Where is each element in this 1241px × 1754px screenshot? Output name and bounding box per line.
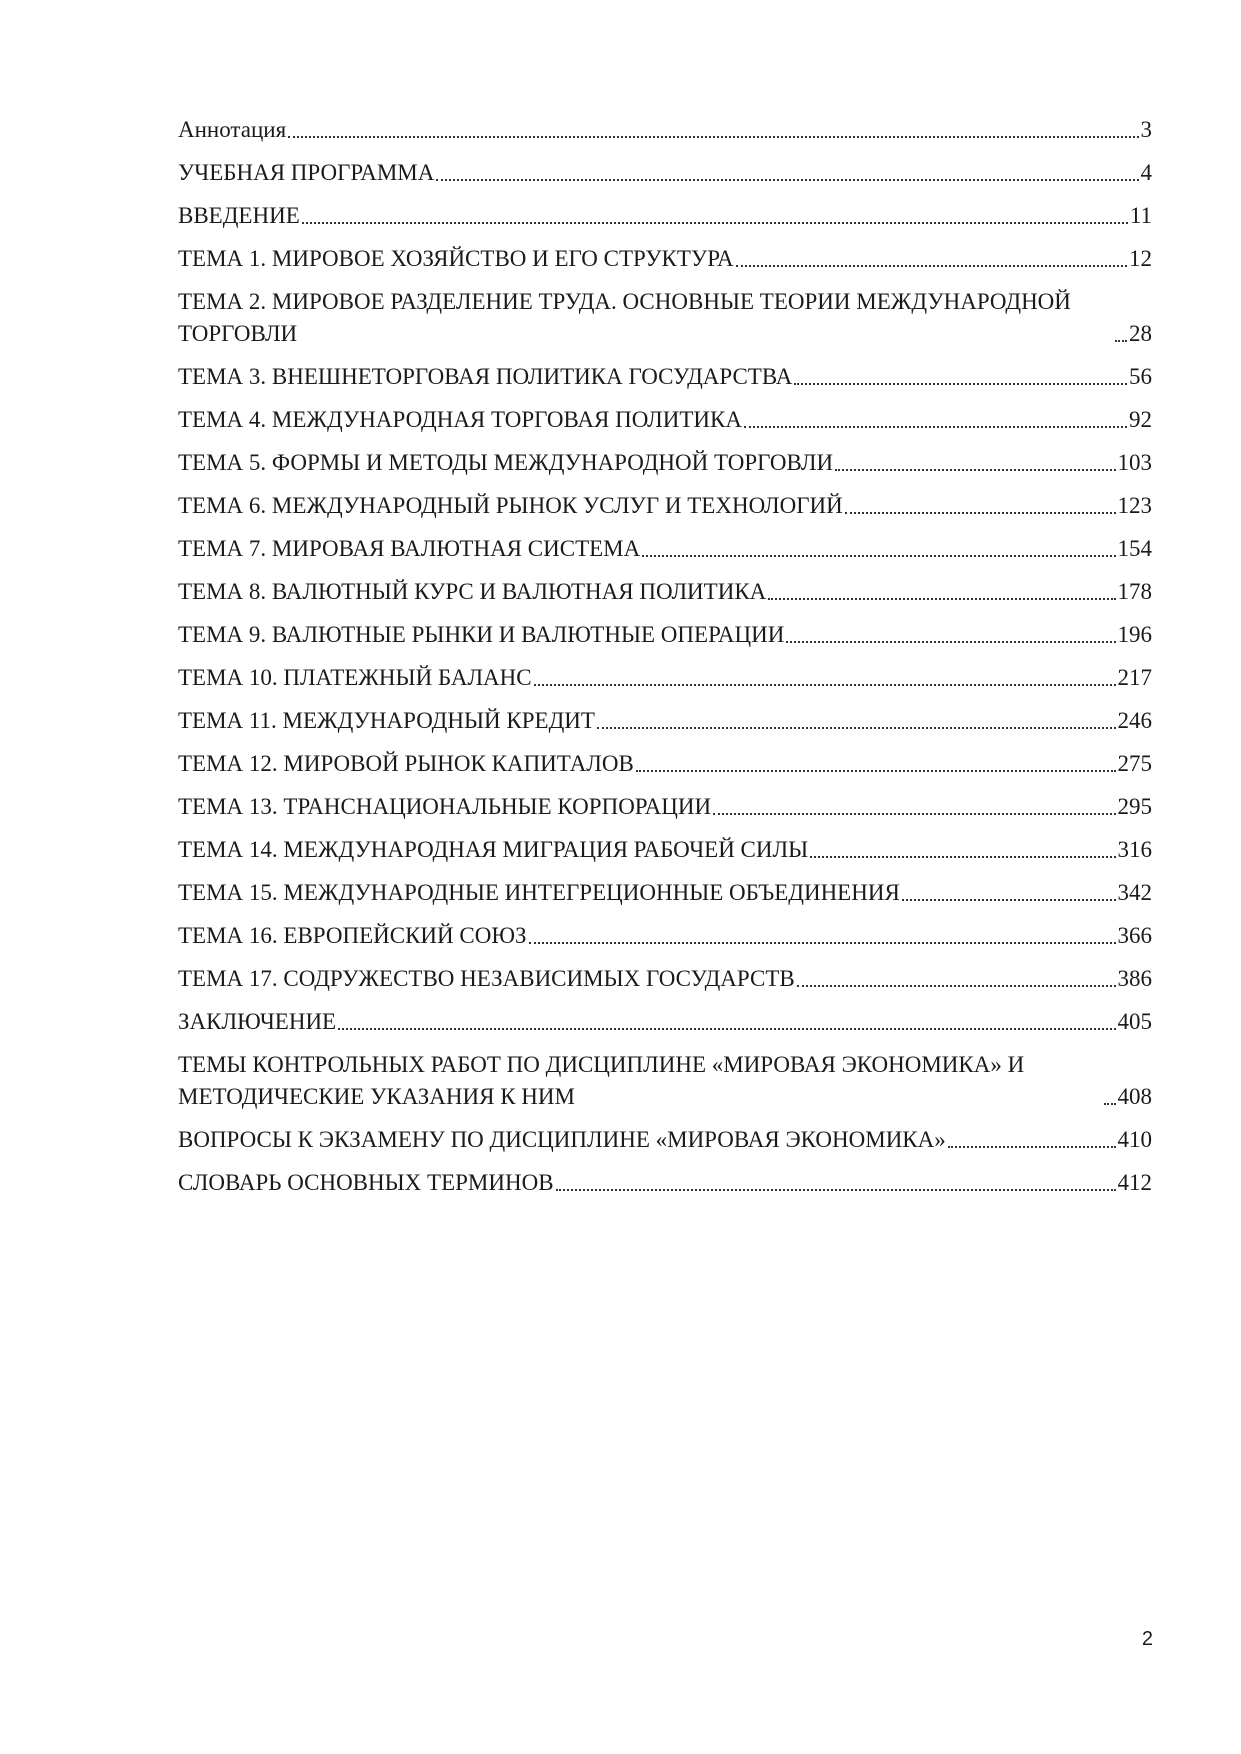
- toc-entry[interactable]: [178, 619, 1152, 651]
- toc-entry-page: 217: [1117, 665, 1152, 690]
- toc-entry-page: 295: [1117, 794, 1152, 819]
- dot-leader: [302, 200, 1128, 232]
- dot-leader: [636, 748, 1116, 780]
- toc-entry-title: ТЕМА 17. СОДРУЖЕСТВО НЕЗАВИСИМЫХ ГОСУДАРСТВ: [178, 966, 795, 991]
- toc-entry[interactable]: [178, 243, 1152, 275]
- toc-entry-title: СЛОВАРЬ ОСНОВНЫХ ТЕРМИНОВ: [178, 1170, 554, 1195]
- toc-entry-title: ТЕМА 15. МЕЖДУНАРОДНЫЕ ИНТЕГРЕЦИОННЫЕ ОБЪЕДИНЕНИЯ: [178, 880, 900, 905]
- toc-entry-title: ТЕМА 11. МЕЖДУНАРОДНЫЙ КРЕДИТ: [178, 708, 595, 733]
- toc-entry-page: 123: [1117, 493, 1152, 518]
- toc-entry-title: ТЕМА 10. ПЛАТЕЖНЫЙ БАЛАНС: [178, 665, 532, 690]
- toc-entry-page: 178: [1117, 579, 1152, 604]
- dot-leader: [768, 576, 1115, 608]
- dot-leader: [786, 619, 1115, 651]
- toc-entry[interactable]: [178, 576, 1152, 608]
- toc-entry-title: ТЕМА 5. ФОРМЫ И МЕТОДЫ МЕЖДУНАРОДНОЙ ТОРГОВЛИ: [178, 450, 834, 475]
- toc-entry-title: ТЕМА 8. ВАЛЮТНЫЙ КУРС И ВАЛЮТНАЯ ПОЛИТИКА: [178, 579, 767, 604]
- toc-entry[interactable]: [178, 361, 1152, 393]
- toc-entry-page: 154: [1117, 536, 1152, 561]
- toc-entry-title: ВВЕДЕНИЕ: [178, 203, 300, 228]
- dot-leader: [902, 877, 1116, 909]
- toc-entry[interactable]: [178, 114, 1152, 146]
- toc-entry-title: Аннотация: [178, 117, 287, 142]
- toc-entry-page: 275: [1117, 751, 1152, 776]
- toc-entry-page: 103: [1117, 450, 1152, 475]
- toc-entry[interactable]: [178, 963, 1152, 995]
- toc-entry[interactable]: [178, 1006, 1152, 1038]
- toc-entry-page: 11: [1129, 203, 1152, 228]
- toc-entry[interactable]: [178, 533, 1152, 565]
- toc-entry-page: 366: [1117, 923, 1152, 948]
- dot-leader: [534, 662, 1116, 694]
- toc-entry-title: ТЕМА 2. МИРОВОЕ РАЗДЕЛЕНИЕ ТРУДА. ОСНОВНЫЕ ТЕОРИИ МЕЖДУНАРОДНОЙ ТОРГОВЛИ: [178, 289, 1071, 346]
- toc-entry-title: ТЕМА 14. МЕЖДУНАРОДНАЯ МИГРАЦИЯ РАБОЧЕЙ СИЛЫ: [178, 837, 809, 862]
- toc-entry-title: ТЕМА 13. ТРАНСНАЦИОНАЛЬНЫЕ КОРПОРАЦИИ: [178, 794, 712, 819]
- dot-leader: [835, 447, 1115, 479]
- dot-leader: [288, 114, 1138, 146]
- toc-entry[interactable]: [178, 157, 1152, 189]
- toc-entry-page: 386: [1117, 966, 1152, 991]
- dot-leader: [529, 920, 1116, 952]
- toc-entry[interactable]: [178, 791, 1152, 823]
- toc-entry[interactable]: [178, 1124, 1152, 1156]
- toc-entry-page: 28: [1129, 321, 1152, 346]
- toc-entry[interactable]: [178, 1049, 1152, 1113]
- toc-entry-title: ВОПРОСЫ К ЭКЗАМЕНУ ПО ДИСЦИПЛИНЕ «МИРОВАЯ ЭКОНОМИКА»: [178, 1127, 946, 1152]
- toc-entry-title: ЗАКЛЮЧЕНИЕ: [178, 1009, 337, 1034]
- toc-entry-page: 412: [1117, 1170, 1152, 1195]
- toc-entry-title: ТЕМА 12. МИРОВОЙ РЫНОК КАПИТАЛОВ: [178, 751, 634, 776]
- toc-entry-title: ТЕМА 1. МИРОВОЕ ХОЗЯЙСТВО И ЕГО СТРУКТУРА: [178, 246, 734, 271]
- toc-entry-title: ТЕМА 4. МЕЖДУНАРОДНАЯ ТОРГОВАЯ ПОЛИТИКА: [178, 407, 742, 432]
- dot-leader: [713, 791, 1115, 823]
- toc-entry[interactable]: [178, 662, 1152, 694]
- dot-leader: [338, 1006, 1115, 1038]
- table-of-contents: [178, 114, 1152, 1210]
- dot-leader: [744, 404, 1127, 436]
- toc-entry-title: ТЕМА 6. МЕЖДУНАРОДНЫЙ РЫНОК УСЛУГ И ТЕХНОЛОГИЙ: [178, 493, 843, 518]
- dot-leader: [1104, 1081, 1116, 1113]
- toc-entry-title: ТЕМА 9. ВАЛЮТНЫЕ РЫНКИ И ВАЛЮТНЫЕ ОПЕРАЦИИ: [178, 622, 785, 647]
- toc-entry[interactable]: [178, 920, 1152, 952]
- dot-leader: [436, 157, 1138, 189]
- toc-entry-page: 56: [1129, 364, 1152, 389]
- toc-entry[interactable]: [178, 286, 1152, 350]
- toc-entry-page: 4: [1140, 160, 1152, 185]
- dot-leader: [810, 834, 1115, 866]
- dot-leader: [597, 705, 1116, 737]
- toc-entry-page: 405: [1117, 1009, 1152, 1034]
- toc-entry-page: 342: [1117, 880, 1152, 905]
- toc-entry-title: УЧЕБНАЯ ПРОГРАММА: [178, 160, 435, 185]
- dot-leader: [642, 533, 1115, 565]
- toc-entry-page: 3: [1140, 117, 1152, 142]
- toc-entry-page: 12: [1129, 246, 1152, 271]
- toc-entry-page: 92: [1129, 407, 1152, 432]
- dot-leader: [1115, 318, 1127, 350]
- toc-entry-title: ТЕМА 7. МИРОВАЯ ВАЛЮТНАЯ СИСТЕМА: [178, 536, 641, 561]
- toc-entry[interactable]: [178, 705, 1152, 737]
- toc-entry[interactable]: [178, 1167, 1152, 1199]
- dot-leader: [736, 243, 1127, 275]
- dot-leader: [948, 1124, 1116, 1156]
- toc-entry-title: ТЕМА 16. ЕВРОПЕЙСКИЙ СОЮЗ: [178, 923, 527, 948]
- toc-entry-page: 246: [1117, 708, 1152, 733]
- dot-leader: [845, 490, 1116, 522]
- toc-entry[interactable]: [178, 748, 1152, 780]
- toc-entry[interactable]: [178, 834, 1152, 866]
- toc-entry[interactable]: [178, 447, 1152, 479]
- toc-entry[interactable]: [178, 200, 1152, 232]
- toc-entry[interactable]: [178, 490, 1152, 522]
- dot-leader: [556, 1167, 1116, 1199]
- dot-leader: [797, 963, 1116, 995]
- toc-entry-page: 408: [1117, 1084, 1152, 1109]
- toc-entry-page: 316: [1117, 837, 1152, 862]
- toc-entry-page: 196: [1117, 622, 1152, 647]
- toc-entry-title: ТЕМЫ КОНТРОЛЬНЫХ РАБОТ ПО ДИСЦИПЛИНЕ «МИРОВАЯ ЭКОНОМИКА» И МЕТОДИЧЕСКИЕ УКАЗАНИЯ К НИМ: [178, 1052, 1025, 1109]
- toc-entry[interactable]: [178, 404, 1152, 436]
- toc-entry-title: ТЕМА 3. ВНЕШНЕТОРГОВАЯ ПОЛИТИКА ГОСУДАРСТВА: [178, 364, 793, 389]
- dot-leader: [794, 361, 1127, 393]
- toc-entry-page: 410: [1117, 1127, 1152, 1152]
- page-number: 2: [1141, 1628, 1153, 1650]
- toc-entry[interactable]: [178, 877, 1152, 909]
